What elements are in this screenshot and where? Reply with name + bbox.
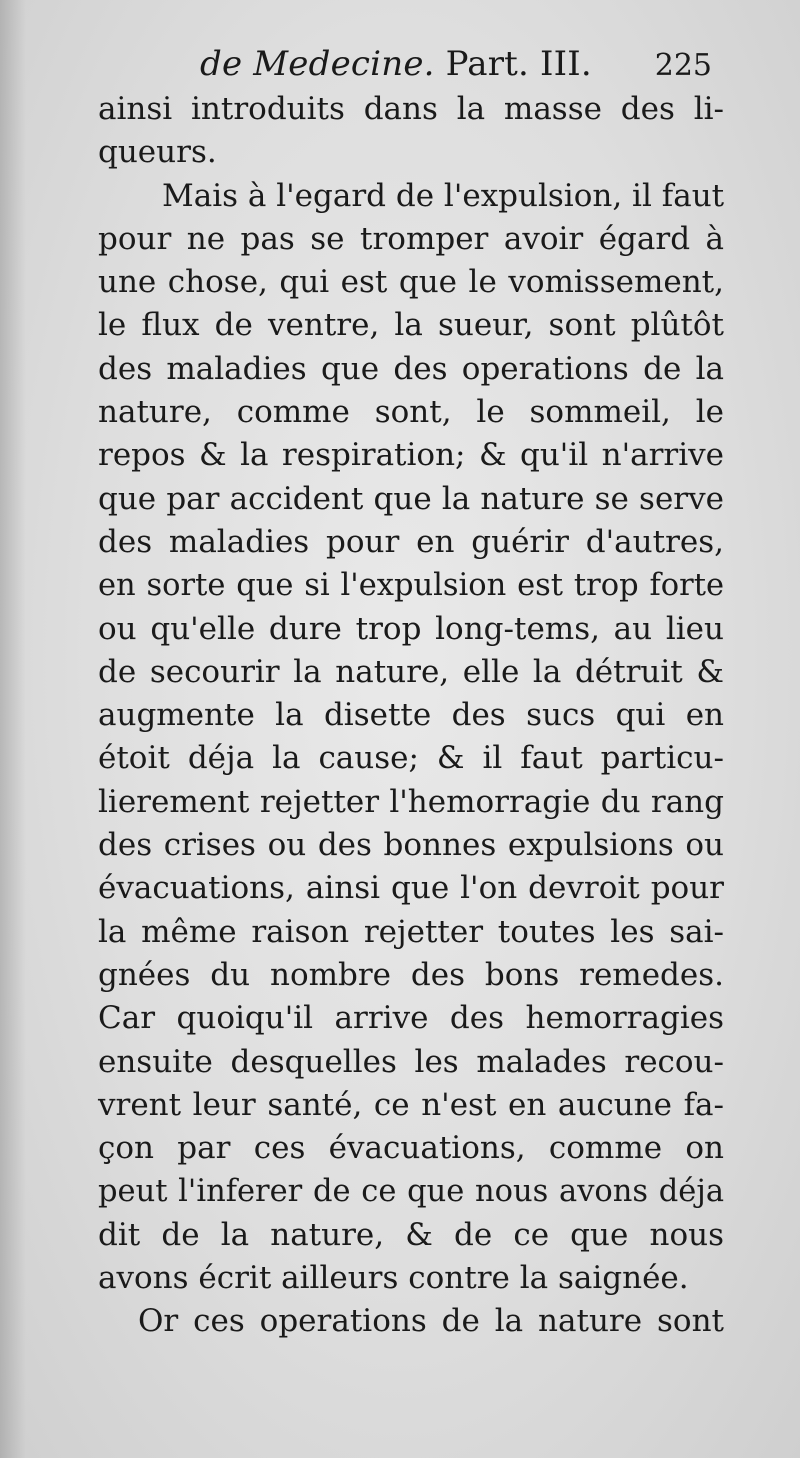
text-line: nature, comme sont, le sommeil, le [98,394,724,431]
text-line: ensuite desquelles les malades recou- [98,1043,724,1080]
text-line: des maladies que des operations de la [98,350,724,387]
paragraph-start-line: Or ces operations de la nature sont [138,1303,724,1340]
text-line: ainsi introduits dans la masse des li- [98,91,724,127]
text-line: ou qu'elle dure trop long-tems, au lieu [98,610,724,647]
text-line: lierement rejetter l'hemorragie du rang [98,783,724,820]
text-line: le flux de ventre, la sueur, sont plûtôt [98,307,724,344]
text-line: pour ne pas se tromper avoir égard à [98,220,724,257]
text-line: vrent leur santé, ce n'est en aucune fa- [98,1086,724,1123]
text-line: étoit déja la cause; & il faut particu- [98,740,724,777]
text-line: gnées du nombre des bons remedes. [98,956,724,993]
text-line: que par accident que la nature se serve [98,480,724,517]
text-line: la même raison rejetter toutes les sai- [98,913,724,950]
page-number: 225 [654,48,712,83]
text-line: avons écrit ailleurs contre la saignée. [98,1260,689,1297]
text-line: çon par ces évacuations, comme on [98,1130,724,1167]
text-line: augmente la disette des sucs qui en [98,697,724,734]
part-label: Part. III. [445,44,592,84]
text-line: des crises ou des bonnes expulsions ou [98,827,724,864]
paragraph-start-line: Mais à l'egard de l'expulsion, il faut [162,177,725,214]
text-line: une chose, qui est que le vomissement, [98,264,724,301]
body-text [98,88,724,1344]
text-line: dit de la nature, & de ce que nous [98,1216,724,1253]
page-edge-shadow [0,0,26,1458]
page-header [100,44,720,94]
running-title: de Medecine. [200,44,435,84]
text-line: Car quoiqu'il arrive des hemorragies [98,1000,724,1037]
text-line: de secourir la nature, elle la détruit & [98,653,724,690]
text-line: des maladies pour en guérir d'autres, [98,523,724,560]
text-line: repos & la respiration; & qu'il n'arrive [98,437,724,474]
text-line: en sorte que si l'expulsion est trop forte [98,568,724,604]
text-line: queurs. [98,134,217,171]
running-head [200,44,592,84]
text-line: peut l'inferer de ce que nous avons déja [98,1174,724,1210]
text-line: évacuations, ainsi que l'on devroit pour [98,870,724,907]
